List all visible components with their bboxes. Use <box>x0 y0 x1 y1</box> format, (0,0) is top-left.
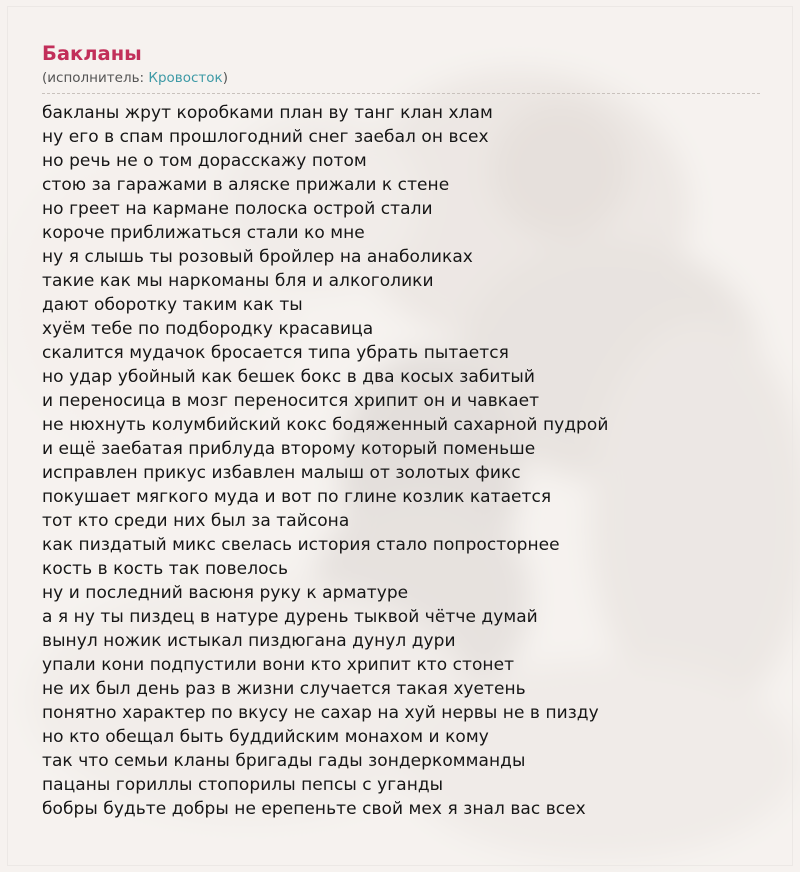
lyrics-line: бакланы жрут коробками план ву танг клан хлам <box>42 103 493 123</box>
lyrics-line: хуём тебе по подбородку красавица <box>42 319 374 339</box>
lyrics-card <box>42 42 762 821</box>
lyrics-line: тот кто среди них был за тайсона <box>42 511 350 531</box>
lyrics-line: не их был день раз в жизни случается такая хуетень <box>42 679 526 699</box>
lyrics-line: а я ну ты пиздец в натуре дурень тыквой чётче думай <box>42 607 538 627</box>
subtitle-prefix: (исполнитель: <box>42 70 149 86</box>
lyrics-line: так что семьи кланы бригады гады зондеркомманды <box>42 751 526 771</box>
subtitle-suffix: ) <box>222 70 228 86</box>
lyrics-line: покушает мягкого муда и вот по глине козлик катается <box>42 487 552 507</box>
lyrics-line: пацаны гориллы стопорилы пепсы с уганды <box>42 775 444 795</box>
lyrics-line: как пиздатый микс свелась история стало попросторнее <box>42 535 560 555</box>
lyrics-line: и переносица в мозг переносится хрипит он и чавкает <box>42 391 540 411</box>
artist-link[interactable]: Кровосток <box>148 70 223 86</box>
lyrics-line: дают оборотку таким как ты <box>42 295 303 315</box>
lyrics-line: но греет на кармане полоска острой стали <box>42 199 433 219</box>
lyrics-line: такие как мы наркоманы бля и алкоголики <box>42 271 434 291</box>
lyrics-line: скалится мудачок бросается типа убрать пытается <box>42 343 509 363</box>
song-subtitle <box>42 69 762 87</box>
lyrics-text <box>42 101 762 821</box>
lyrics-line: вынул ножик истыкал пиздюгана дунул дури <box>42 631 456 651</box>
lyrics-line: но удар убойный как бешек бокс в два косых забитый <box>42 367 536 387</box>
lyrics-line: бобры будьте добры не ерепеньте свой мех я знал вас всех <box>42 799 586 819</box>
lyrics-line: но кто обещал быть буддийским монахом и кому <box>42 727 489 747</box>
song-title: Бакланы <box>42 42 142 65</box>
lyrics-line: и ещё заебатая приблуда второму который поменьше <box>42 439 536 459</box>
lyrics-line: ну я слышь ты розовый бройлер на анаболиках <box>42 247 473 267</box>
lyrics-line: упали кони подпустили вони кто хрипит кто стонет <box>42 655 515 675</box>
lyrics-line: ну и последний васюня руку к арматуре <box>42 583 409 603</box>
lyrics-line: стою за гаражами в аляске прижали к стене <box>42 175 450 195</box>
lyrics-line: понятно характер по вкусу не сахар на хуй нервы не в пизду <box>42 703 599 723</box>
lyrics-line: кость в кость так повелось <box>42 559 289 579</box>
divider <box>42 93 760 94</box>
lyrics-line: исправлен прикус избавлен малыш от золотых фикс <box>42 463 521 483</box>
lyrics-line: короче приближаться стали ко мне <box>42 223 365 243</box>
lyrics-line: ну его в спам прошлогодний снег заебал он всех <box>42 127 489 147</box>
lyrics-line: не нюхнуть колумбийский кокс бодяженный сахарной пудрой <box>42 415 609 435</box>
lyrics-line: но речь не о том дорасскажу потом <box>42 151 367 171</box>
